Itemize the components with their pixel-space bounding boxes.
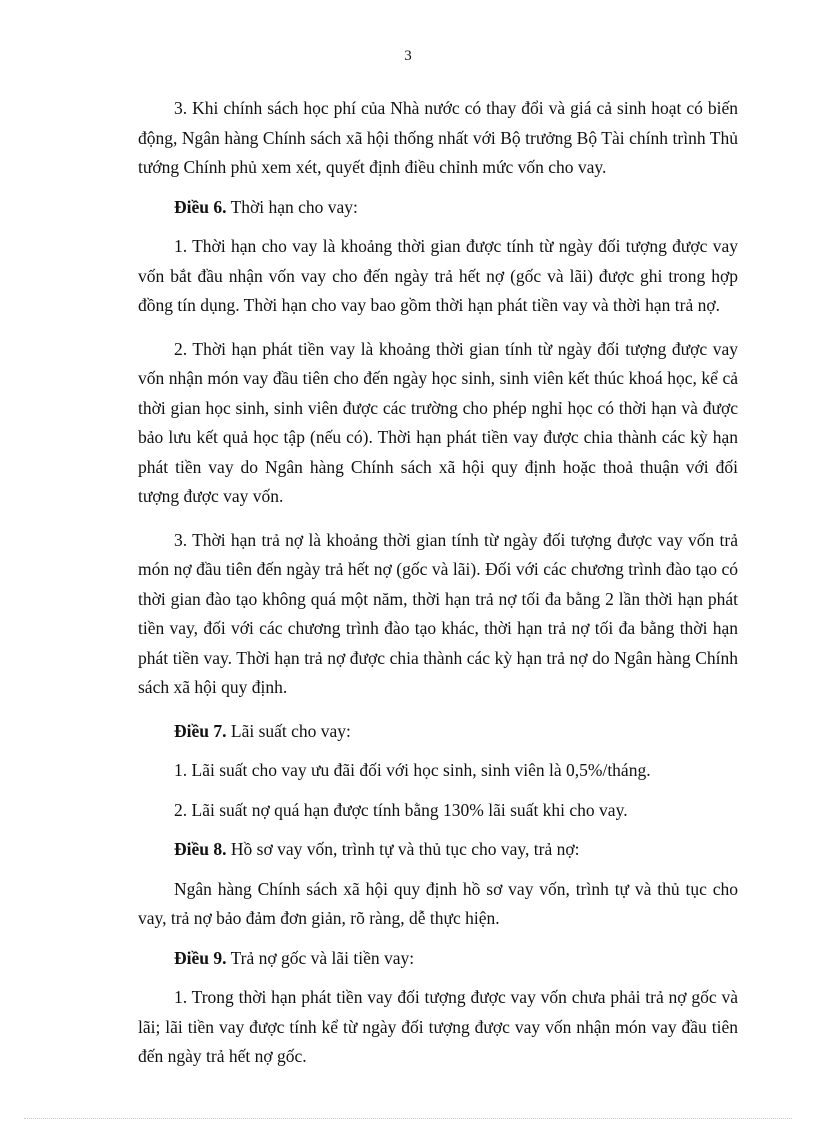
clause-5-3: 3. Khi chính sách học phí của Nhà nước có thay đổi và giá cả sinh hoạt có biến động, Ngân hàng Chính sách xã hội thống nhất với Bộ trưởng Bộ Tài chính trình Thủ tướng Chính phủ xem xét, quyết định điều chỉnh mức vốn cho vay.: [138, 98, 738, 177]
article-7-label: Điều 7.: [174, 720, 227, 741]
article-7-title: Lãi suất cho vay:: [230, 720, 351, 741]
article-6-heading: [138, 193, 738, 223]
clause-6-3: 3. Thời hạn trả nợ là khoảng thời gian tính từ ngày đối tượng được vay vốn trả món nợ đầu tiên đến ngày trả hết nợ (gốc và lãi). Đối với các chương trình đào tạo có thời gian đào tạo không quá một năm, thời hạn trả nợ tối đa bằng 2 lần thời hạn phát tiền vay, đối với các chương trình đào tạo khác, thời hạn trả nợ tối đa bằng thời hạn phát tiền vay. Thời hạn trả nợ được chia thành các kỳ hạn trả nợ do Ngân hàng Chính sách xã hội quy định.: [138, 529, 738, 697]
article-9-label: Điều 9.: [174, 947, 227, 968]
clause-7-1: 1. Lãi suất cho vay ưu đãi đối với học sinh, sinh viên là 0,5%/tháng.: [174, 760, 651, 780]
article-8-label: Điều 8.: [174, 839, 227, 859]
document-body: [138, 94, 738, 1082]
article-6-label: Điều 6.: [174, 196, 227, 217]
article-6-title: Thời hạn cho vay:: [230, 196, 358, 217]
article-9-title: Trả nợ gốc và lãi tiền vay:: [230, 947, 415, 968]
clause-6-1: 1. Thời hạn cho vay là khoảng thời gian được tính từ ngày đối tượng được vay vốn bắt đầu nhận vốn vay cho đến ngày trả hết nợ (gốc và lãi) được ghi trong hợp đồng tín dụng. Thời hạn cho vay bao gồm thời hạn phát tiền vay và thời hạn trả nợ.: [138, 236, 738, 315]
clause-8-1: Ngân hàng Chính sách xã hội quy định hồ sơ vay vốn, trình tự và thủ tục cho vay, trả nợ bảo đảm đơn giản, rõ ràng, dễ thực hiện.: [138, 878, 738, 928]
article-8-title: Hồ sơ vay vốn, trình tự và thủ tục cho vay, trả nợ:: [230, 839, 580, 859]
article-9-heading: [138, 944, 738, 974]
page-number: 3: [404, 48, 412, 64]
clause-7-2: 2. Lãi suất nợ quá hạn được tính bằng 130% lãi suất khi cho vay.: [174, 799, 628, 820]
article-8-heading: [138, 835, 738, 865]
article-7-heading: [138, 717, 738, 747]
page-bottom-divider: [24, 1118, 792, 1119]
clause-6-2: 2. Thời hạn phát tiền vay là khoảng thời gian tính từ ngày đối tượng được vay vốn nhận món vay đầu tiên cho đến ngày học sinh, sinh viên kết thúc khoá học, kể cả thời gian học sinh, sinh viên được các trường cho phép nghỉ học có thời hạn và được bảo lưu kết quả học tập (nếu có). Thời hạn phát tiền vay được chia thành các kỳ hạn phát tiền vay do Ngân hàng Chính sách xã hội quy định hoặc thoả thuận với đối tượng được vay vốn.: [138, 338, 738, 506]
clause-9-1: 1. Trong thời hạn phát tiền vay đối tượng được vay vốn chưa phải trả nợ gốc và lãi; lãi tiền vay được tính kể từ ngày đối tượng được vay vốn nhận món vay đầu tiên đến ngày trả hết nợ gốc.: [138, 987, 738, 1066]
